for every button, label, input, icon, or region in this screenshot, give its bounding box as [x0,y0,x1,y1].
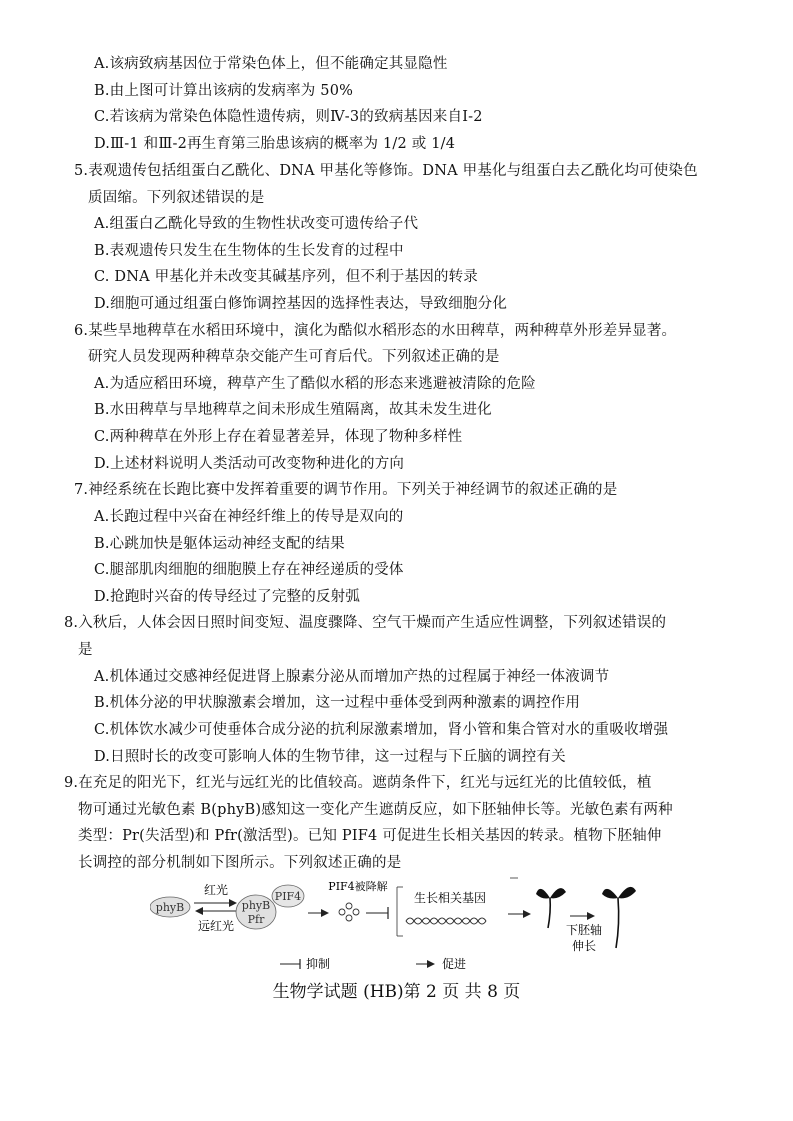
pif4-degraded-label: PIF4被降解 [328,880,388,893]
q5-option-b: B.表观遗传只发生在生物体的生长发育的过程中 [94,243,404,259]
red-light-label: 红光 [203,883,229,897]
q4-option-b: B.由上图可计算出该病的发病率为 50% [94,83,354,99]
q8-option-a: A.机体通过交感神经促进肾上腺素分泌从而增加产热的过程属于神经一体液调节 [94,669,610,685]
q6-stem-line1: 6.某些旱地稗草在水稻田环境中，演化为酷似水稻形态的水田稗草，两种稗草外形差异显著。 [74,323,677,339]
q8-stem-line2: 是 [78,642,93,658]
hypocotyl-label-line1: 下胚轴 [565,923,603,937]
q6-option-a: A.为适应稻田环境，稗草产生了酷似水稻的形态来逃避被清除的危险 [94,376,536,392]
q5-option-c: C. DNA 甲基化并未改变其碱基序列，但不利于基因的转录 [94,269,478,285]
q8-option-d: D.日照时长的改变可影响人体的生物节律，这一过程与下丘脑的调控有关 [94,749,566,765]
q8-option-c: C.机体饮水减少可使垂体合成分泌的抗利尿激素增加，肾小管和集合管对水的重吸收增强 [94,722,669,738]
q8-option-b: B.机体分泌的甲状腺激素会增加，这一过程中垂体受到两种激素的调控作用 [94,695,581,711]
q6-option-c: C.两种稗草在外形上存在着显著差异，体现了物种多样性 [94,429,463,445]
phyb-left-label: phyB [155,901,185,914]
q7-option-a: A.长跑过程中兴奋在神经纤维上的传导是双向的 [94,509,404,525]
q9-stem-line4: 长调控的部分机制如下图所示。下列叙述正确的是 [78,855,402,871]
seedling-short-icon [536,888,566,928]
legend-promote-label: 促进 [442,957,467,971]
seedling-tall-icon [602,887,636,948]
q9-stem-line3: 类型：Pr(失活型)和 Pfr(激活型)。已知 PIF4 可促进生长相关基因的转录。植物下胚轴伸 [78,828,662,844]
q6-option-b: B.水田稗草与旱地稗草之间未形成生殖隔离，故其未发生进化 [94,402,492,418]
far-red-light-label: 远红光 [197,919,235,933]
q5-stem-line2: 质固缩。下列叙述错误的是 [88,190,265,206]
pif4-label: PIF4 [274,890,302,903]
q5-option-a: A.组蛋白乙酰化导致的生物性状改变可遗传给子代 [94,216,419,232]
legend-inhibit-label: 抑制 [306,957,331,971]
q5-stem-line1: 5.表观遗传包括组蛋白乙酰化、DNA 甲基化等修饰。DNA 甲基化与组蛋白去乙酰化均可使染色 [74,163,698,179]
phyb-pfr-top-label: phyB [241,899,271,912]
dna-strand-b [406,918,486,924]
q4-option-c: C.若该病为常染色体隐性遗传病，则Ⅳ-3的致病基因来自Ⅰ-2 [94,109,483,125]
phyb-pfr-bottom-label: Pfr [247,913,265,926]
q4-option-a: A.该病致病基因位于常染色体上，但不能确定其显隐性 [94,56,448,72]
q5-option-d: D.细胞可通过组蛋白修饰调控基因的选择性表达，导致细胞分化 [94,296,508,312]
q9-stem-line2: 物可通过光敏色素 B(phyB)感知这一变化产生遮荫反应，如下胚轴伸长等。光敏色素有两种 [78,802,673,818]
q9-stem-line1: 9.在充足的阳光下，红光与远红光的比值较高。遮荫条件下，红光与远红光的比值较低，植 [64,775,652,791]
page-footer: 生物学试题 (HB)第 2 页 共 8 页 [272,982,521,1002]
q7-option-b: B.心跳加快是躯体运动神经支配的结果 [94,536,345,552]
q4-option-d: D.Ⅲ-1 和Ⅲ-2再生育第三胎患该病的概率为 1/2 或 1/4 [94,136,456,152]
q8-stem-line1: 8.入秋后，人体会因日照时间变短、温度骤降、空气干燥而产生适应性调整，下列叙述错误的 [64,615,667,631]
q7-option-d: D.抢跑时兴奋的传导经过了完整的反射弧 [94,589,361,605]
growth-genes-label: 生长相关基因 [413,891,487,905]
phyb-mechanism-diagram [150,876,660,976]
q7-stem-line1: 7.神经系统在长跑比赛中发挥着重要的调节作用。下列关于神经调节的叙述正确的是 [74,482,618,498]
q6-option-d: D.上述材料说明人类活动可改变物种进化的方向 [94,456,405,472]
q7-option-c: C.腿部肌肉细胞的细胞膜上存在神经递质的受体 [94,562,404,578]
degraded-fragments-icon [339,903,359,921]
hypocotyl-label-line2: 伸长 [571,939,597,953]
q6-stem-line2: 研究人员发现两种稗草杂交能产生可育后代。下列叙述正确的是 [88,349,500,365]
